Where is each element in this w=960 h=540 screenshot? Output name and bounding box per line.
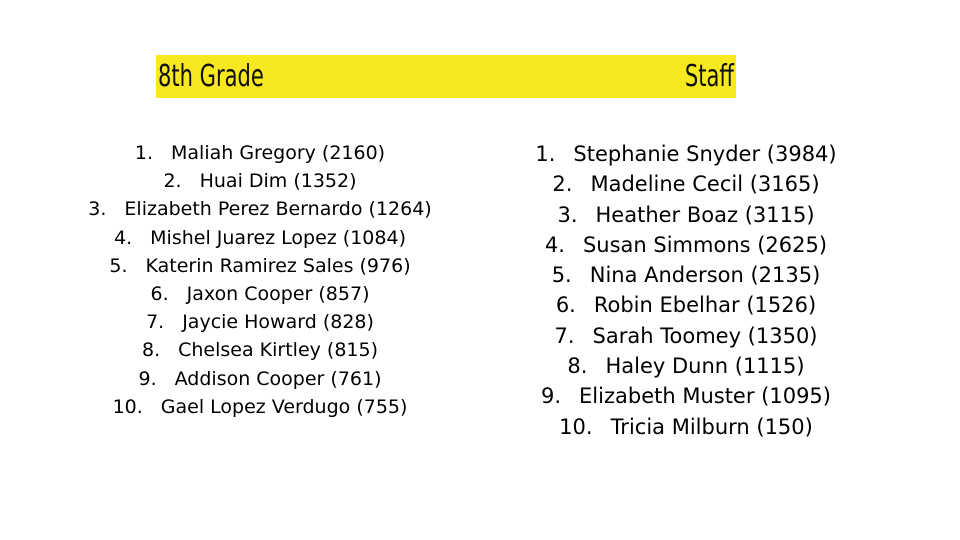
ranking-entry: Susan Simmons (2625): [582, 232, 828, 257]
grade-ranking-item: [40, 224, 480, 252]
rank-number: 3.: [88, 198, 107, 221]
grade-ranking-item: [40, 195, 480, 223]
rank-number: 2.: [552, 172, 573, 197]
ranking-entry: Gael Lopez Verdugo (755): [160, 395, 408, 418]
ranking-entry: Jaycie Howard (828): [182, 311, 374, 334]
ranking-entry: Elizabeth Perez Bernardo (1264): [124, 198, 432, 221]
rank-number: 5.: [551, 263, 572, 288]
rank-number: 6.: [555, 293, 576, 318]
staff-ranking-item: [476, 321, 896, 351]
ranking-entry: Haley Dunn (1115): [605, 354, 805, 379]
rank-number: 8.: [141, 339, 161, 362]
rank-number: 7.: [146, 311, 165, 334]
rank-number: 1.: [535, 142, 556, 166]
rank-number: 1.: [134, 142, 154, 164]
rank-number: 7.: [554, 323, 575, 348]
ranking-entry: Stephanie Snyder (3984): [573, 142, 837, 166]
ranking-entry: Chelsea Kirtley (815): [178, 339, 379, 362]
grade-ranking-item: [40, 139, 480, 167]
ranking-entry: Tricia Milburn (150): [610, 414, 813, 439]
grade-ranking-item: [40, 308, 480, 336]
ranking-entry: Heather Boaz (3115): [595, 202, 815, 227]
rank-number: 4.: [114, 226, 133, 249]
staff-ranking-item: [476, 139, 896, 169]
staff-ranking-item: [476, 200, 896, 230]
staff-ranking-item: [476, 412, 896, 442]
rank-number: 6.: [150, 282, 169, 305]
grade-ranking-item: [40, 280, 480, 308]
grade-heading: 8th Grade: [158, 59, 264, 94]
grade-ranking-item: [40, 167, 480, 195]
staff-ranking-item: [476, 260, 896, 290]
ranking-entry: Sarah Toomey (1350): [592, 323, 818, 348]
ranking-entry: Mishel Juarez Lopez (1084): [150, 226, 406, 249]
ranking-entry: Elizabeth Muster (1095): [579, 384, 831, 409]
staff-ranking-item: [476, 230, 896, 260]
staff-heading: Staff: [684, 59, 734, 94]
rank-number: 10.: [559, 414, 593, 439]
ranking-entry: Madeline Cecil (3165): [590, 172, 820, 197]
ranking-entry: Addison Cooper (761): [174, 367, 382, 390]
rank-number: 9.: [540, 384, 562, 409]
staff-ranking-item: [476, 351, 896, 381]
rank-number: 2.: [163, 170, 182, 193]
rank-number: 8.: [567, 354, 588, 379]
grade-ranking-item: [40, 365, 480, 393]
rank-number: 10.: [112, 395, 143, 418]
ranking-entry: Jaxon Cooper (857): [186, 282, 370, 305]
rank-number: 9.: [138, 367, 157, 390]
staff-ranking-item: [476, 290, 896, 320]
rank-number: 4.: [544, 232, 565, 257]
grade-ranking-list: [40, 139, 480, 421]
staff-ranking-item: [476, 169, 896, 199]
ranking-entry: Katerin Ramirez Sales (976): [145, 254, 411, 277]
ranking-entry: Huai Dim (1352): [199, 170, 357, 193]
ranking-entry: Robin Ebelhar (1526): [593, 293, 817, 318]
staff-ranking-list: [476, 139, 896, 442]
rank-number: 3.: [557, 202, 578, 227]
ranking-entry: Maliah Gregory (2160): [171, 142, 386, 164]
ranking-entry: Nina Anderson (2135): [589, 263, 821, 288]
grade-ranking-item: [40, 252, 480, 280]
staff-ranking-item: [476, 381, 896, 411]
grade-ranking-item: [40, 393, 480, 421]
rank-number: 5.: [109, 254, 128, 277]
grade-ranking-item: [40, 336, 480, 364]
